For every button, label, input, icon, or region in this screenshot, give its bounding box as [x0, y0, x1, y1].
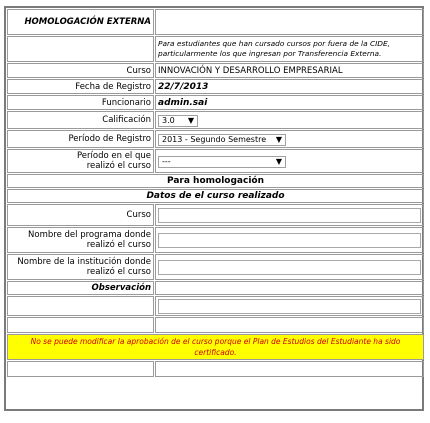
calificacion-selected: 3.0	[162, 116, 175, 125]
funcionario-label: Funcionario	[7, 95, 154, 110]
programa-input-row	[7, 227, 424, 253]
curso-input-cell	[155, 204, 424, 226]
help-note: Para estudiantes que han cursado cursos por fuera de la CIDE, particularmente los que ingresan por Transferencia Externa.	[155, 36, 424, 62]
calificacion-cell	[155, 111, 424, 129]
observacion-input-cell	[155, 296, 424, 316]
footer-row	[7, 361, 424, 377]
periodo-curso-select[interactable]	[158, 156, 286, 168]
curso-row	[7, 63, 424, 78]
periodo-registro-label: Período de Registro	[7, 130, 154, 148]
observacion-input-row	[7, 296, 424, 316]
fecha-row	[7, 79, 424, 94]
observacion-spacer	[155, 281, 424, 295]
funcionario-row	[7, 95, 424, 110]
observacion-blank-left	[7, 296, 154, 316]
note-row	[7, 36, 424, 62]
homologacion-section-row	[7, 174, 424, 188]
periodo-registro-cell	[155, 130, 424, 148]
institucion-input-row	[7, 254, 424, 280]
programa-input[interactable]	[158, 233, 421, 248]
blank-left	[7, 317, 154, 333]
chevron-down-icon: ▼	[275, 156, 282, 166]
curso-input-label: Curso	[7, 204, 154, 226]
programa-input-label: Nombre del programa donde realizó el curso	[7, 227, 154, 253]
footer-right	[155, 361, 424, 377]
datos-section-row	[7, 189, 424, 203]
periodo-curso-cell	[155, 149, 424, 173]
header-row	[7, 9, 424, 35]
section-datos-curso: Datos de el curso realizado	[7, 189, 424, 203]
calificacion-row	[7, 111, 424, 129]
curso-value: INNOVACIÓN Y DESARROLLO EMPRESARIAL	[155, 63, 424, 78]
observacion-row	[7, 281, 424, 295]
warning-row	[7, 334, 424, 360]
title-cell	[7, 9, 154, 35]
programa-input-cell	[155, 227, 424, 253]
institucion-input-cell	[155, 254, 424, 280]
calificacion-select[interactable]	[158, 115, 198, 127]
fecha-value: 22/7/2013	[155, 79, 424, 94]
institucion-input[interactable]	[158, 260, 421, 275]
blank-row	[7, 317, 424, 333]
chevron-down-icon: ▼	[187, 115, 194, 125]
periodo-curso-label: Período en el que realizó el curso	[7, 149, 154, 173]
curso-input[interactable]	[158, 208, 421, 223]
curso-label: Curso	[7, 63, 154, 78]
calificacion-label: Calificación	[7, 111, 154, 129]
periodo-curso-selected: ---	[162, 157, 171, 166]
fecha-label: Fecha de Registro	[7, 79, 154, 94]
homologation-form	[6, 8, 425, 378]
periodo-registro-select[interactable]	[158, 134, 286, 146]
periodo-registro-row	[7, 130, 424, 148]
observacion-input[interactable]	[158, 299, 421, 314]
warning-message: No se puede modificar la aprobación de el curso porque el Plan de Estudios del Estudiante ha sido certificado.	[7, 334, 424, 360]
blank-right	[155, 317, 424, 333]
footer-left	[7, 361, 154, 377]
page-title: HOMOLOGACIÓN EXTERNA	[24, 17, 151, 27]
note-spacer	[7, 36, 154, 62]
institucion-input-label: Nombre de la institución donde realizó el curso	[7, 254, 154, 280]
funcionario-value: admin.sai	[155, 95, 424, 110]
section-homologacion: Para homologación	[7, 174, 424, 188]
periodo-curso-row	[7, 149, 424, 173]
curso-input-row	[7, 204, 424, 226]
chevron-down-icon: ▼	[275, 134, 282, 144]
observacion-label: Observación	[7, 281, 154, 295]
periodo-registro-selected: 2013 - Segundo Semestre	[162, 135, 267, 144]
title-spacer	[155, 9, 424, 35]
